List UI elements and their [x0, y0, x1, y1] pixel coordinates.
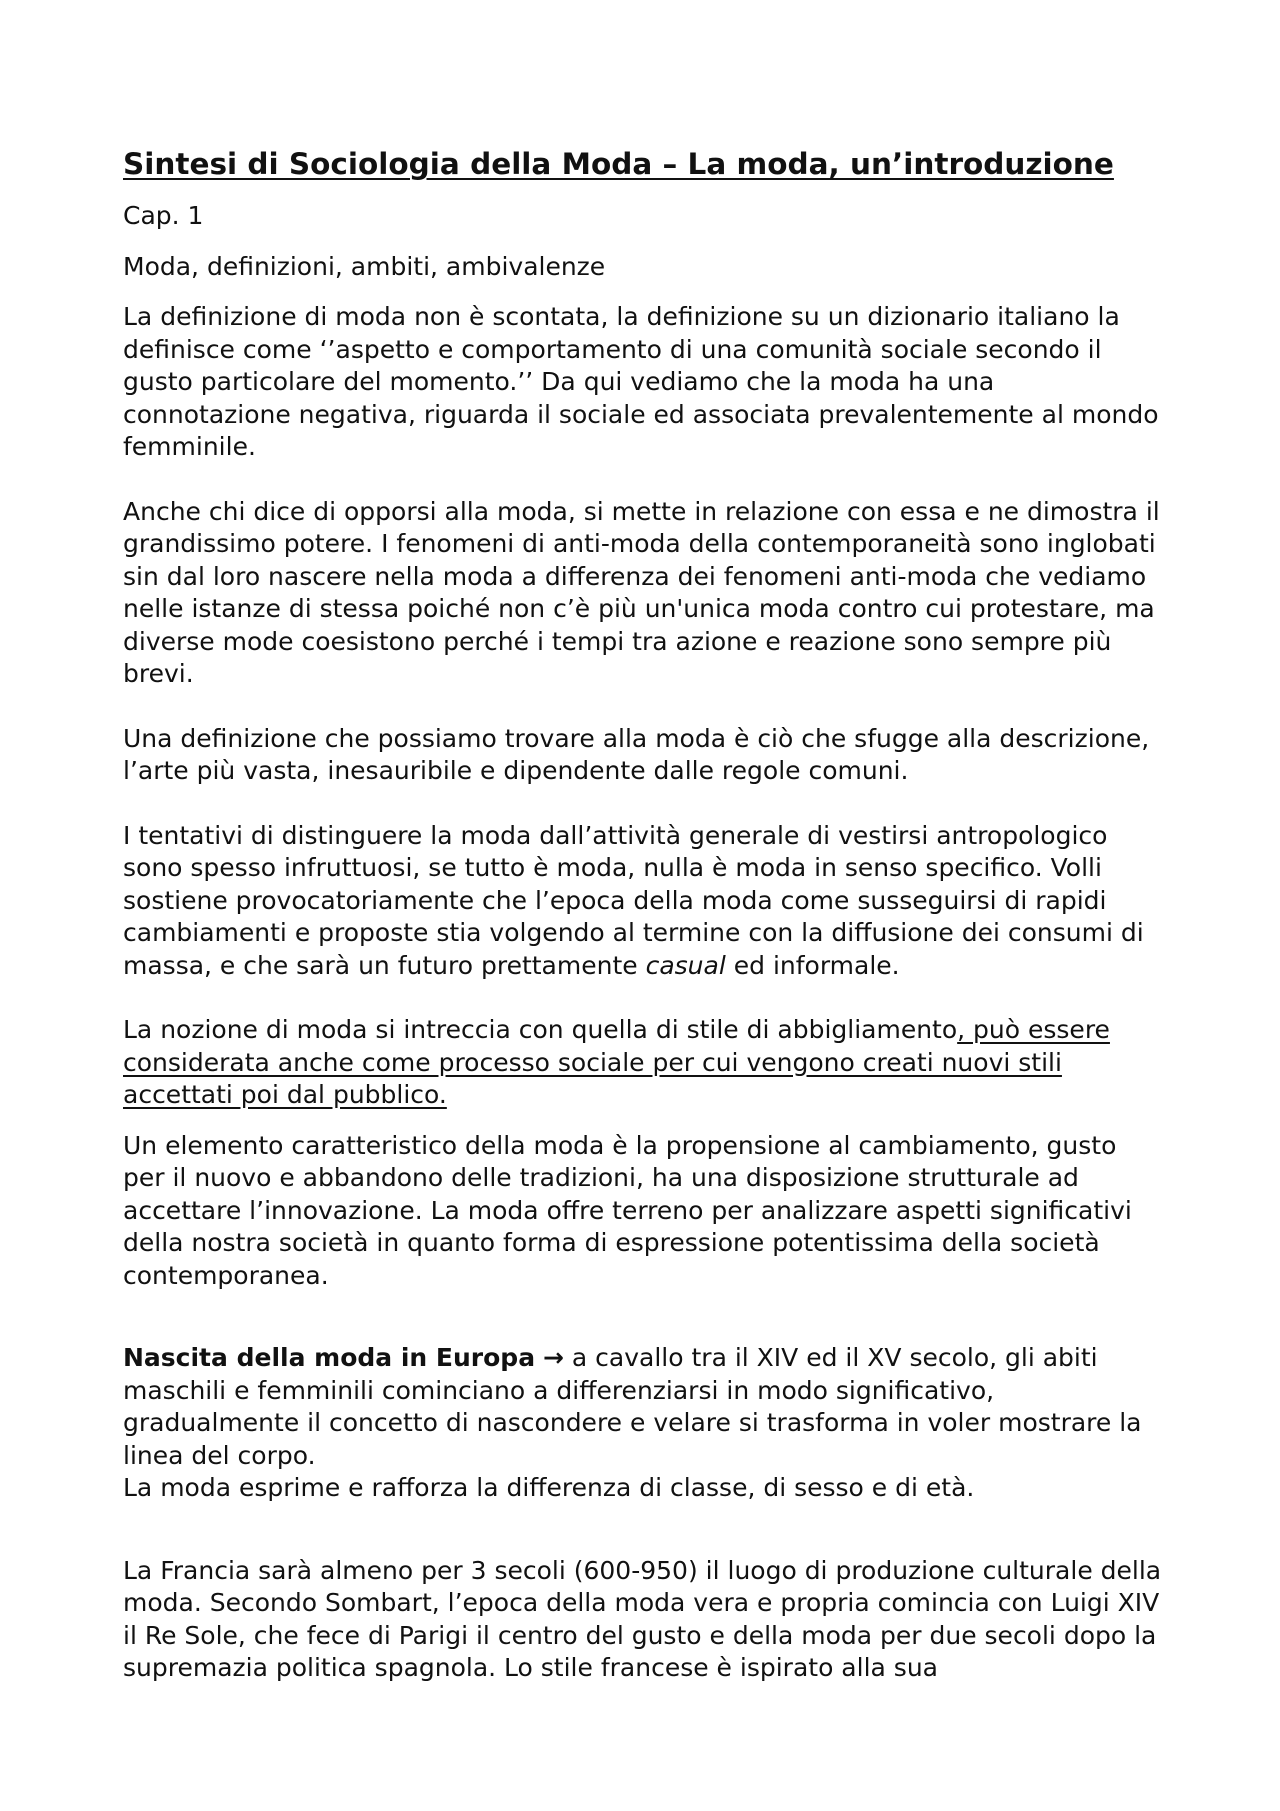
casual-italic: casual — [645, 950, 726, 980]
nascita-line2: La moda esprime e rafforza la differenza di classe, di sesso e di età. — [123, 1473, 975, 1502]
paragraph-volli-end: ed informale. — [725, 950, 900, 980]
paragraph-volli-text: I tentativi di distinguere la moda dall’attività generale di vestirsi antropologico sono spesso infruttuosi, se tutto è moda, nulla è moda in senso specifico. Volli sostiene provocatoriamente che l’epoca della moda come susseguirsi di rapidi cambiamenti e proposte stia volgendo al termine con la diffusione dei consumi di massa, e che sarà un futuro prettamente — [123, 820, 1144, 980]
chapter-label: Cap. 1 — [123, 201, 204, 230]
paragraph-nascita — [123, 1342, 1163, 1505]
paragraph-definition: La definizione di moda non è scontata, la definizione su un dizionario italiano la definisce come ‘’aspetto e comportamento di una comunità sociale secondo il gusto particolare del momento.’’ Da qui vediamo che la moda ha una connotazione negativa, riguarda il sociale ed associata prevalentemente al mondo femminile. — [123, 302, 1159, 461]
paragraph-anti-moda: Anche chi dice di opporsi alla moda, si mette in relazione con essa e ne dimostra il grandissimo potere. I fenomeni di anti-moda della contemporaneità sono inglobati sin dal loro nascere nella moda a differenza dei fenomeni anti-moda che vediamo nelle istanze di stessa poiché non c’è più un'unica moda contro cui protestare, ma diverse mode coesistono perché i tempi tra azione e reazione sono sempre più brevi. — [123, 496, 1160, 688]
document-page — [123, 146, 1163, 1685]
paragraph-stile-text: La nozione di moda si intreccia con quella di stile di abbigliamento — [123, 1015, 958, 1044]
paragraph-arte: Una definizione che possiamo trovare alla moda è ciò che sfugge alla descrizione, l’arte più vasta, inesauribile e dipendente dalle regole comuni. — [123, 723, 1150, 785]
document-title: Sintesi di Sociologia della Moda – La moda, un’introduzione — [123, 147, 1114, 181]
paragraph-stile — [123, 1014, 1163, 1112]
paragraph-volli — [123, 820, 1163, 983]
nascita-text: a cavallo tra il XIV ed il XV secolo, gli abiti maschili e femminili cominciano a differenziarsi in modo significativo, gradualmente il concetto di nascondere e velare si trasforma in voler mostrare la linea del corpo. — [123, 1343, 1142, 1470]
paragraph-cambiamento: Un elemento caratteristico della moda è la propensione al cambiamento, gusto per il nuovo e abbandono delle tradizioni, ha una disposizione strutturale ad accettare l’innovazione. La moda offre terreno per analizzare aspetti significativi della nostra società in quanto forma di espressione potentissima della società contemporanea. — [123, 1130, 1132, 1290]
paragraph-francia: La Francia sarà almeno per 3 secoli (600-950) il luogo di produzione culturale della moda. Secondo Sombart, l’epoca della moda vera e propria comincia con Luigi XIV il Re Sole, che fece di Parigi il centro del gusto e della moda per due secoli dopo la supremazia politica spagnola. Lo stile francese è ispirato alla sua — [123, 1555, 1162, 1682]
nascita-heading: Nascita della moda in Europa — [123, 1343, 536, 1372]
arrow-right-icon: → — [543, 1343, 564, 1372]
underlined-definition: , può essere considerata anche come processo sociale per cui vengono creati nuovi stili accettati poi dal pubblico. — [123, 1015, 1110, 1109]
section-heading: Moda, definizioni, ambiti, ambivalenze — [123, 251, 606, 281]
